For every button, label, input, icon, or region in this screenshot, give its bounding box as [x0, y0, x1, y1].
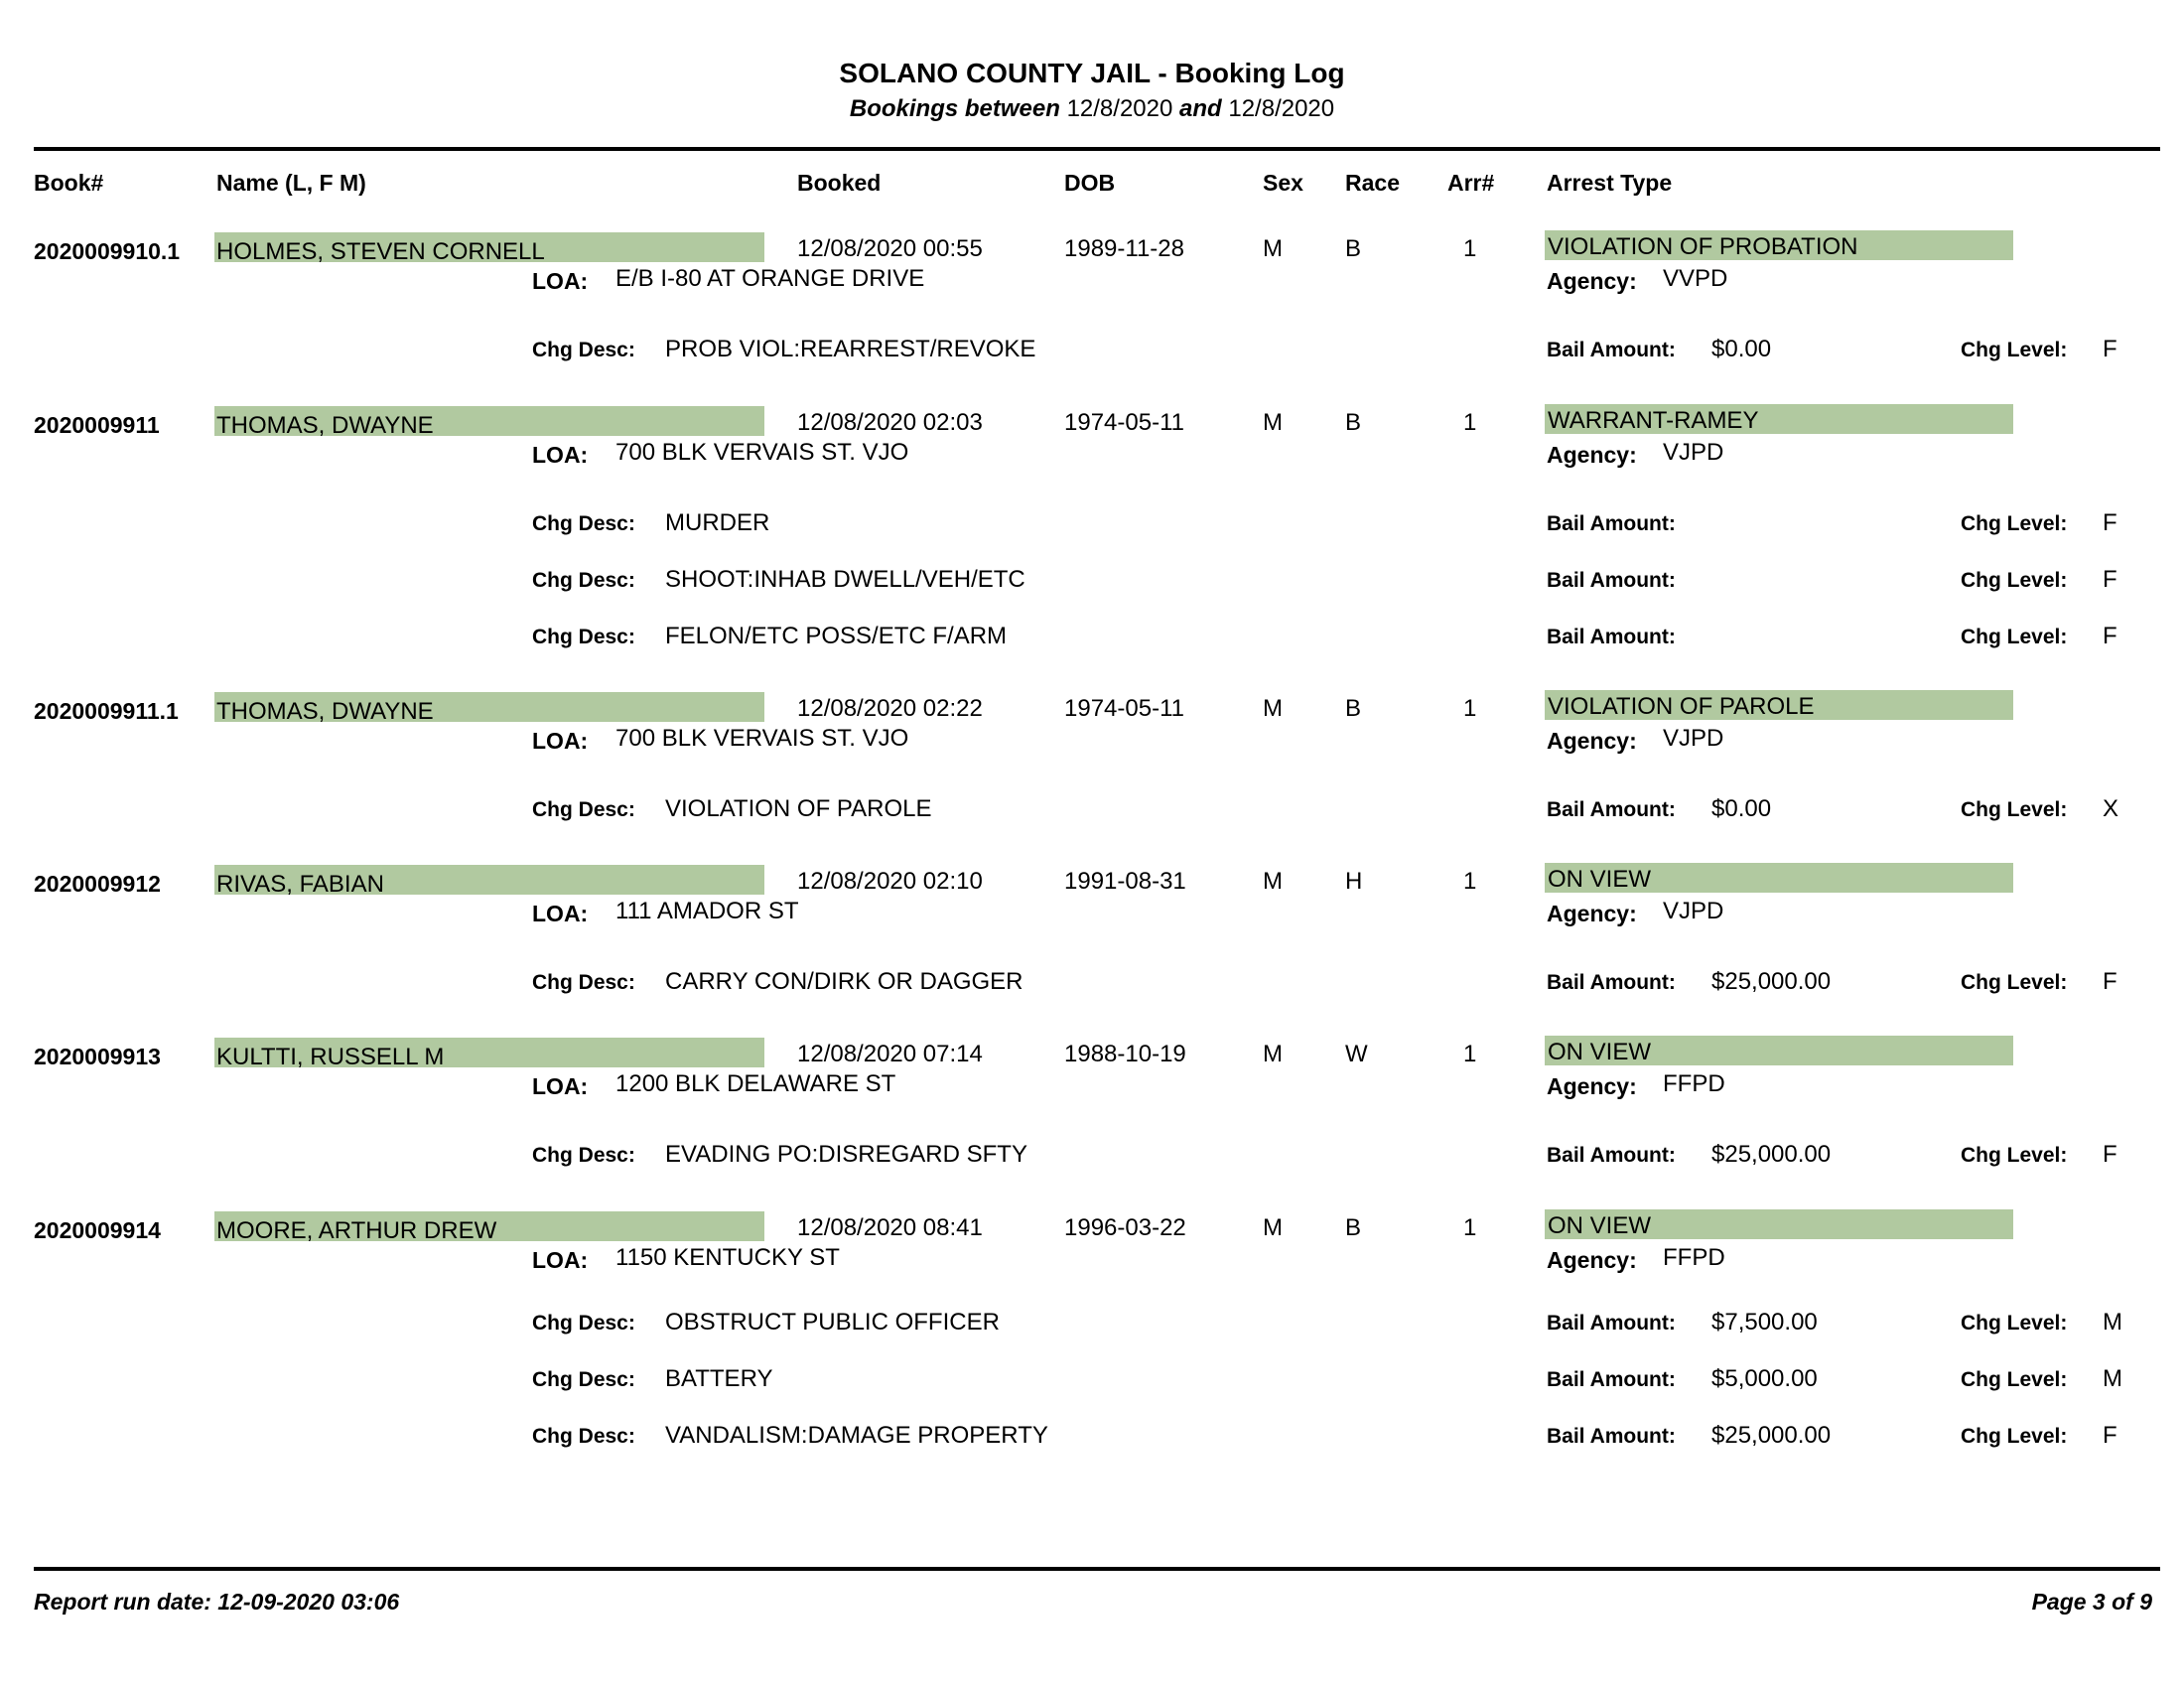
- inmate-name: KULTTI, RUSSELL M: [216, 1044, 445, 1070]
- charge-row: [0, 795, 2184, 822]
- chg-level-value: F: [2103, 1422, 2117, 1449]
- booking-record: [0, 407, 2184, 468]
- bail-amount-value: $25,000.00: [1711, 1141, 1832, 1168]
- sex-value: M: [1263, 1041, 1283, 1067]
- date-of-birth: 1974-05-11: [1064, 695, 1184, 722]
- sex-value: M: [1263, 868, 1283, 895]
- bail-amount-label: Bail Amount:: [1547, 1425, 1676, 1448]
- arrest-type: VIOLATION OF PAROLE: [1548, 693, 1815, 720]
- chg-level-value: F: [2103, 968, 2117, 995]
- bail-amount-label: Bail Amount:: [1547, 569, 1676, 592]
- book-number: 2020009913: [34, 1044, 161, 1069]
- chg-desc-label: Chg Desc:: [532, 1425, 635, 1448]
- loa-value: 1150 KENTUCKY ST: [615, 1244, 840, 1271]
- race-value: B: [1345, 1214, 1362, 1241]
- date-of-birth: 1988-10-19: [1064, 1041, 1186, 1067]
- bail-amount-label: Bail Amount:: [1547, 798, 1676, 821]
- bail-amount-label: Bail Amount:: [1547, 1144, 1676, 1167]
- chg-level-label: Chg Level:: [1961, 339, 2068, 361]
- bail-amount-value: $0.00: [1711, 795, 1772, 822]
- arrest-number: 1: [1463, 1041, 1477, 1067]
- report-run-date: Report run date: 12-09-2020 03:06: [34, 1589, 400, 1615]
- chg-level-value: F: [2103, 1141, 2117, 1168]
- charge-row: [0, 509, 2184, 536]
- bail-amount-label: Bail Amount:: [1547, 1312, 1676, 1335]
- chg-desc-label: Chg Desc:: [532, 971, 635, 994]
- inmate-name: HOLMES, STEVEN CORNELL: [216, 238, 545, 265]
- agency-value: VVPD: [1663, 265, 1728, 292]
- booked-datetime: 12/08/2020 00:55: [797, 235, 983, 262]
- chg-desc-label: Chg Desc:: [532, 339, 635, 361]
- header-rule: [34, 147, 2160, 151]
- arrest-number: 1: [1463, 409, 1477, 436]
- date-of-birth: 1991-08-31: [1064, 868, 1186, 895]
- chg-desc-label: Chg Desc:: [532, 626, 635, 648]
- booking-record: [0, 233, 2184, 294]
- chg-level-label: Chg Level:: [1961, 569, 2068, 592]
- bail-amount-value: $5,000.00: [1711, 1365, 1818, 1392]
- inmate-name: THOMAS, DWAYNE: [216, 698, 434, 725]
- charge-row: [0, 336, 2184, 362]
- race-value: W: [1345, 1041, 1368, 1067]
- charge-row: [0, 623, 2184, 649]
- chg-desc-value: VIOLATION OF PAROLE: [665, 795, 932, 822]
- charge-row: [0, 1141, 2184, 1168]
- chg-desc-label: Chg Desc:: [532, 512, 635, 535]
- chg-desc-label: Chg Desc:: [532, 1312, 635, 1335]
- chg-desc-label: Chg Desc:: [532, 1144, 635, 1167]
- inmate-name: MOORE, ARTHUR DREW: [216, 1217, 497, 1244]
- sex-value: M: [1263, 1214, 1283, 1241]
- chg-level-label: Chg Level:: [1961, 626, 2068, 648]
- subtitle-prefix: Bookings between: [849, 95, 1060, 122]
- loa-value: 700 BLK VERVAIS ST. VJO: [615, 439, 909, 466]
- booked-datetime: 12/08/2020 08:41: [797, 1214, 983, 1241]
- booked-datetime: 12/08/2020 07:14: [797, 1041, 983, 1067]
- bail-amount-label: Bail Amount:: [1547, 1368, 1676, 1391]
- col-header-arrest-type: Arrest Type: [1547, 170, 1673, 196]
- loa-value: 700 BLK VERVAIS ST. VJO: [615, 725, 909, 752]
- bail-amount-label: Bail Amount:: [1547, 626, 1676, 648]
- agency-value: VJPD: [1663, 898, 1724, 924]
- chg-desc-value: OBSTRUCT PUBLIC OFFICER: [665, 1309, 1000, 1336]
- col-header-arr: Arr#: [1447, 170, 1495, 196]
- booking-record: [0, 693, 2184, 754]
- race-value: B: [1345, 235, 1362, 262]
- start-date: 12/8/2020: [1066, 95, 1173, 122]
- arrest-number: 1: [1463, 868, 1477, 895]
- chg-level-label: Chg Level:: [1961, 971, 2068, 994]
- book-number: 2020009912: [34, 871, 161, 897]
- chg-desc-label: Chg Desc:: [532, 798, 635, 821]
- chg-desc-value: PROB VIOL:REARREST/REVOKE: [665, 336, 1036, 362]
- race-value: B: [1345, 409, 1362, 436]
- col-header-dob: DOB: [1064, 170, 1116, 196]
- page-number: Page 3 of 9: [2031, 1589, 2152, 1615]
- chg-level-value: M: [2103, 1309, 2122, 1336]
- agency-value: VJPD: [1663, 725, 1724, 752]
- book-number: 2020009914: [34, 1217, 161, 1243]
- arrest-type: ON VIEW: [1548, 1039, 1652, 1065]
- agency-label: Agency:: [1547, 1247, 1637, 1273]
- race-value: B: [1345, 695, 1362, 722]
- subtitle-and: and: [1179, 95, 1222, 122]
- book-number: 2020009910.1: [34, 238, 181, 264]
- sex-value: M: [1263, 235, 1283, 262]
- date-of-birth: 1996-03-22: [1064, 1214, 1186, 1241]
- loa-label: LOA:: [532, 901, 589, 926]
- col-header-race: Race: [1345, 170, 1400, 196]
- chg-level-label: Chg Level:: [1961, 1368, 2068, 1391]
- arrest-number: 1: [1463, 1214, 1477, 1241]
- booking-record: [0, 1039, 2184, 1099]
- arrest-type: ON VIEW: [1548, 1212, 1652, 1239]
- charge-row: [0, 1309, 2184, 1336]
- chg-level-label: Chg Level:: [1961, 512, 2068, 535]
- chg-desc-label: Chg Desc:: [532, 569, 635, 592]
- chg-desc-value: BATTERY: [665, 1365, 773, 1392]
- loa-label: LOA:: [532, 1247, 589, 1273]
- agency-label: Agency:: [1547, 901, 1637, 926]
- report-title: SOLANO COUNTY JAIL - Booking Log: [839, 58, 1345, 88]
- charge-row: [0, 566, 2184, 593]
- arrest-number: 1: [1463, 235, 1477, 262]
- loa-value: 1200 BLK DELAWARE ST: [615, 1070, 896, 1097]
- date-of-birth: 1989-11-28: [1064, 235, 1184, 262]
- bail-amount-label: Bail Amount:: [1547, 971, 1676, 994]
- chg-level-label: Chg Level:: [1961, 798, 2068, 821]
- loa-label: LOA:: [532, 1073, 589, 1099]
- charge-row: [0, 1422, 2184, 1449]
- date-of-birth: 1974-05-11: [1064, 409, 1184, 436]
- col-header-booked: Booked: [797, 170, 882, 196]
- chg-desc-label: Chg Desc:: [532, 1368, 635, 1391]
- agency-label: Agency:: [1547, 1073, 1637, 1099]
- book-number: 2020009911.1: [34, 698, 179, 724]
- book-number: 2020009911: [34, 412, 160, 438]
- chg-level-value: M: [2103, 1365, 2122, 1392]
- loa-label: LOA:: [532, 442, 589, 468]
- loa-label: LOA:: [532, 728, 589, 754]
- booked-datetime: 12/08/2020 02:10: [797, 868, 983, 895]
- chg-desc-value: CARRY CON/DIRK OR DAGGER: [665, 968, 1024, 995]
- agency-value: FFPD: [1663, 1244, 1725, 1271]
- sex-value: M: [1263, 409, 1283, 436]
- bail-amount-value: $7,500.00: [1711, 1309, 1818, 1336]
- chg-desc-value: EVADING PO:DISREGARD SFTY: [665, 1141, 1027, 1168]
- bail-amount-value: $25,000.00: [1711, 1422, 1832, 1449]
- chg-level-label: Chg Level:: [1961, 1312, 2068, 1335]
- chg-level-value: F: [2103, 336, 2117, 362]
- chg-level-value: F: [2103, 566, 2117, 593]
- col-header-sex: Sex: [1263, 170, 1303, 196]
- agency-label: Agency:: [1547, 268, 1637, 294]
- chg-level-value: F: [2103, 509, 2117, 536]
- agency-label: Agency:: [1547, 442, 1637, 468]
- chg-desc-value: SHOOT:INHAB DWELL/VEH/ETC: [665, 566, 1025, 593]
- bail-amount-value: $25,000.00: [1711, 968, 1832, 995]
- charge-row: [0, 1365, 2184, 1392]
- report-subtitle: [0, 95, 2184, 123]
- chg-level-label: Chg Level:: [1961, 1144, 2068, 1167]
- booked-datetime: 12/08/2020 02:22: [797, 695, 983, 722]
- agency-value: FFPD: [1663, 1070, 1725, 1097]
- chg-desc-value: MURDER: [665, 509, 770, 536]
- chg-desc-value: VANDALISM:DAMAGE PROPERTY: [665, 1422, 1048, 1449]
- loa-value: E/B I-80 AT ORANGE DRIVE: [615, 265, 925, 292]
- chg-level-label: Chg Level:: [1961, 1425, 2068, 1448]
- bail-amount-label: Bail Amount:: [1547, 339, 1676, 361]
- charge-row: [0, 968, 2184, 995]
- col-header-name: Name (L, F M): [216, 170, 366, 196]
- booking-record: [0, 1212, 2184, 1273]
- arrest-type: ON VIEW: [1548, 866, 1652, 893]
- col-header-book: Book#: [34, 170, 104, 196]
- agency-value: VJPD: [1663, 439, 1724, 466]
- race-value: H: [1345, 868, 1363, 895]
- agency-label: Agency:: [1547, 728, 1637, 754]
- sex-value: M: [1263, 695, 1283, 722]
- bail-amount-value: $0.00: [1711, 336, 1772, 362]
- loa-label: LOA:: [532, 268, 589, 294]
- arrest-type: VIOLATION OF PROBATION: [1548, 233, 1858, 260]
- inmate-name: THOMAS, DWAYNE: [216, 412, 434, 439]
- chg-level-value: X: [2103, 795, 2119, 822]
- arrest-type: WARRANT-RAMEY: [1548, 407, 1759, 434]
- footer-rule: [34, 1567, 2160, 1571]
- chg-level-value: F: [2103, 623, 2117, 649]
- loa-value: 111 AMADOR ST: [615, 898, 799, 924]
- booking-record: [0, 866, 2184, 926]
- end-date: 12/8/2020: [1228, 95, 1335, 122]
- booked-datetime: 12/08/2020 02:03: [797, 409, 983, 436]
- arrest-number: 1: [1463, 695, 1477, 722]
- chg-desc-value: FELON/ETC POSS/ETC F/ARM: [665, 623, 1008, 649]
- bail-amount-label: Bail Amount:: [1547, 512, 1676, 535]
- inmate-name: RIVAS, FABIAN: [216, 871, 384, 898]
